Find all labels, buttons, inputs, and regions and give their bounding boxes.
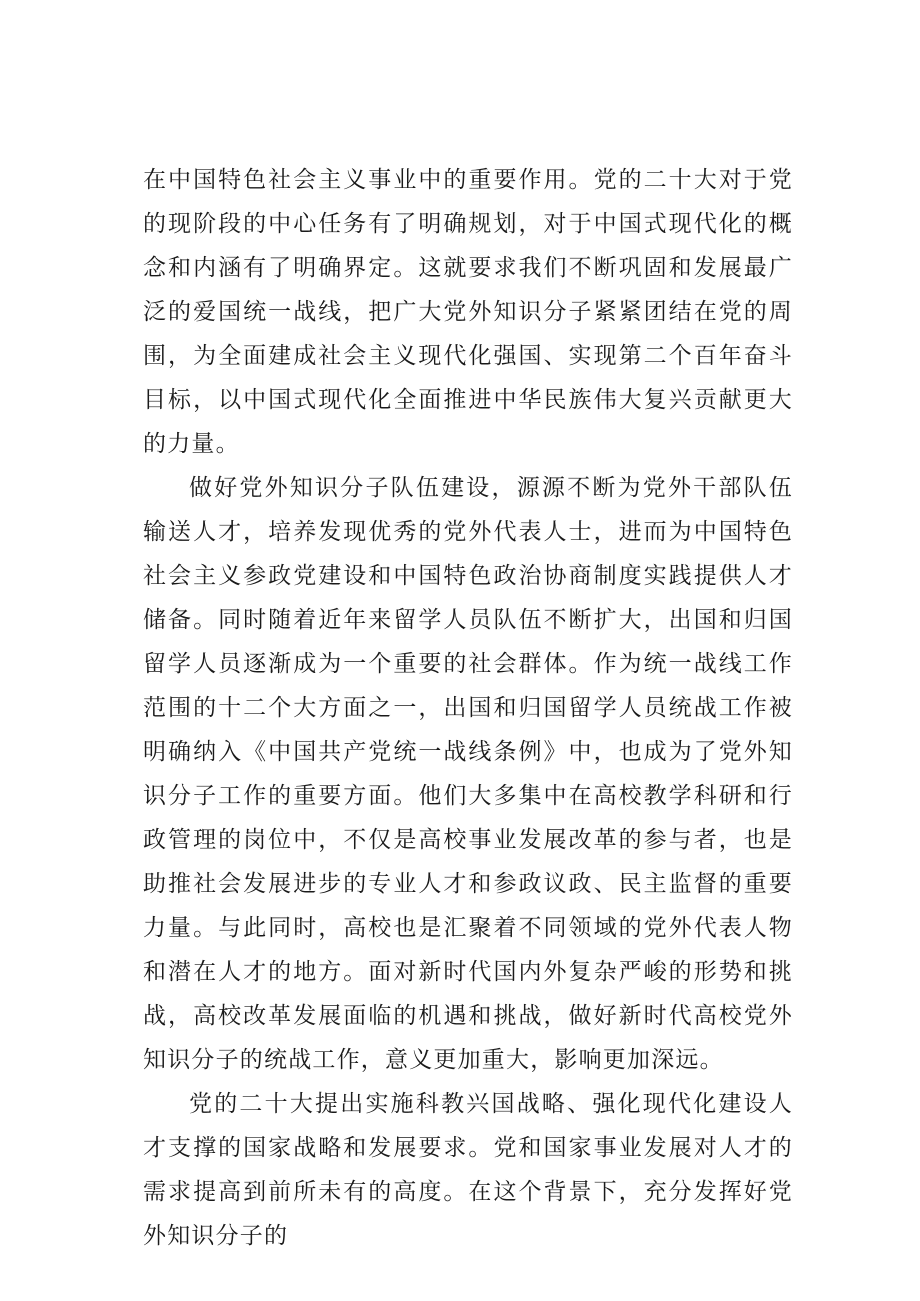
paragraph-2: 做好党外知识分子队伍建设，源源不断为党外干部队伍输送人才，培养发现优秀的党外代表人士，进而为中国特色社会主义参政党建设和中国特色政治协商制度实践提供人才储备。同时随着近年来留学人员队伍不断扩大，出国和归国留学人员逐渐成为一个重要的社会群体。作为统一战线工作范围的十二个大方面之一，出国和归国留学人员统战工作被明确纳入《中国共产党统一战线条例》中，也成为了党外知识分子工作的重要方面。他们大多集中在高校教学科研和行政管理的岗位中，不仅是高校事业发展改革的参与者，也是助推社会发展进步的专业人才和参政议政、民主监督的重要力量。与此同时，高校也是汇聚着不同领域的党外代表人物和潜在人才的地方。面对新时代国内外复杂严峻的形势和挑战，高校改革发展面临的机遇和挑战，做好新时代高校党外知识分子的统战工作，意义更加重大，影响更加深远。 xyxy=(143,475,793,1073)
document-body xyxy=(143,158,793,1258)
paragraph-1: 在中国特色社会主义事业中的重要作用。党的二十大对于党的现阶段的中心任务有了明确规划，对于中国式现代化的概念和内涵有了明确界定。这就要求我们不断巩固和发展最广泛的爱国统一战线，把广大党外知识分子紧紧团结在党的周围，为全面建成社会主义现代化强国、实现第二个百年奋斗目标，以中国式现代化全面推进中华民族伟大复兴贡献更大的力量。 xyxy=(143,167,793,457)
paragraph-3: 党的二十大提出实施科教兴国战略、强化现代化建设人才支撑的国家战略和发展要求。党和国家事业发展对人才的需求提高到前所未有的高度。在这个背景下，充分发挥好党外知识分子的 xyxy=(143,1091,793,1249)
